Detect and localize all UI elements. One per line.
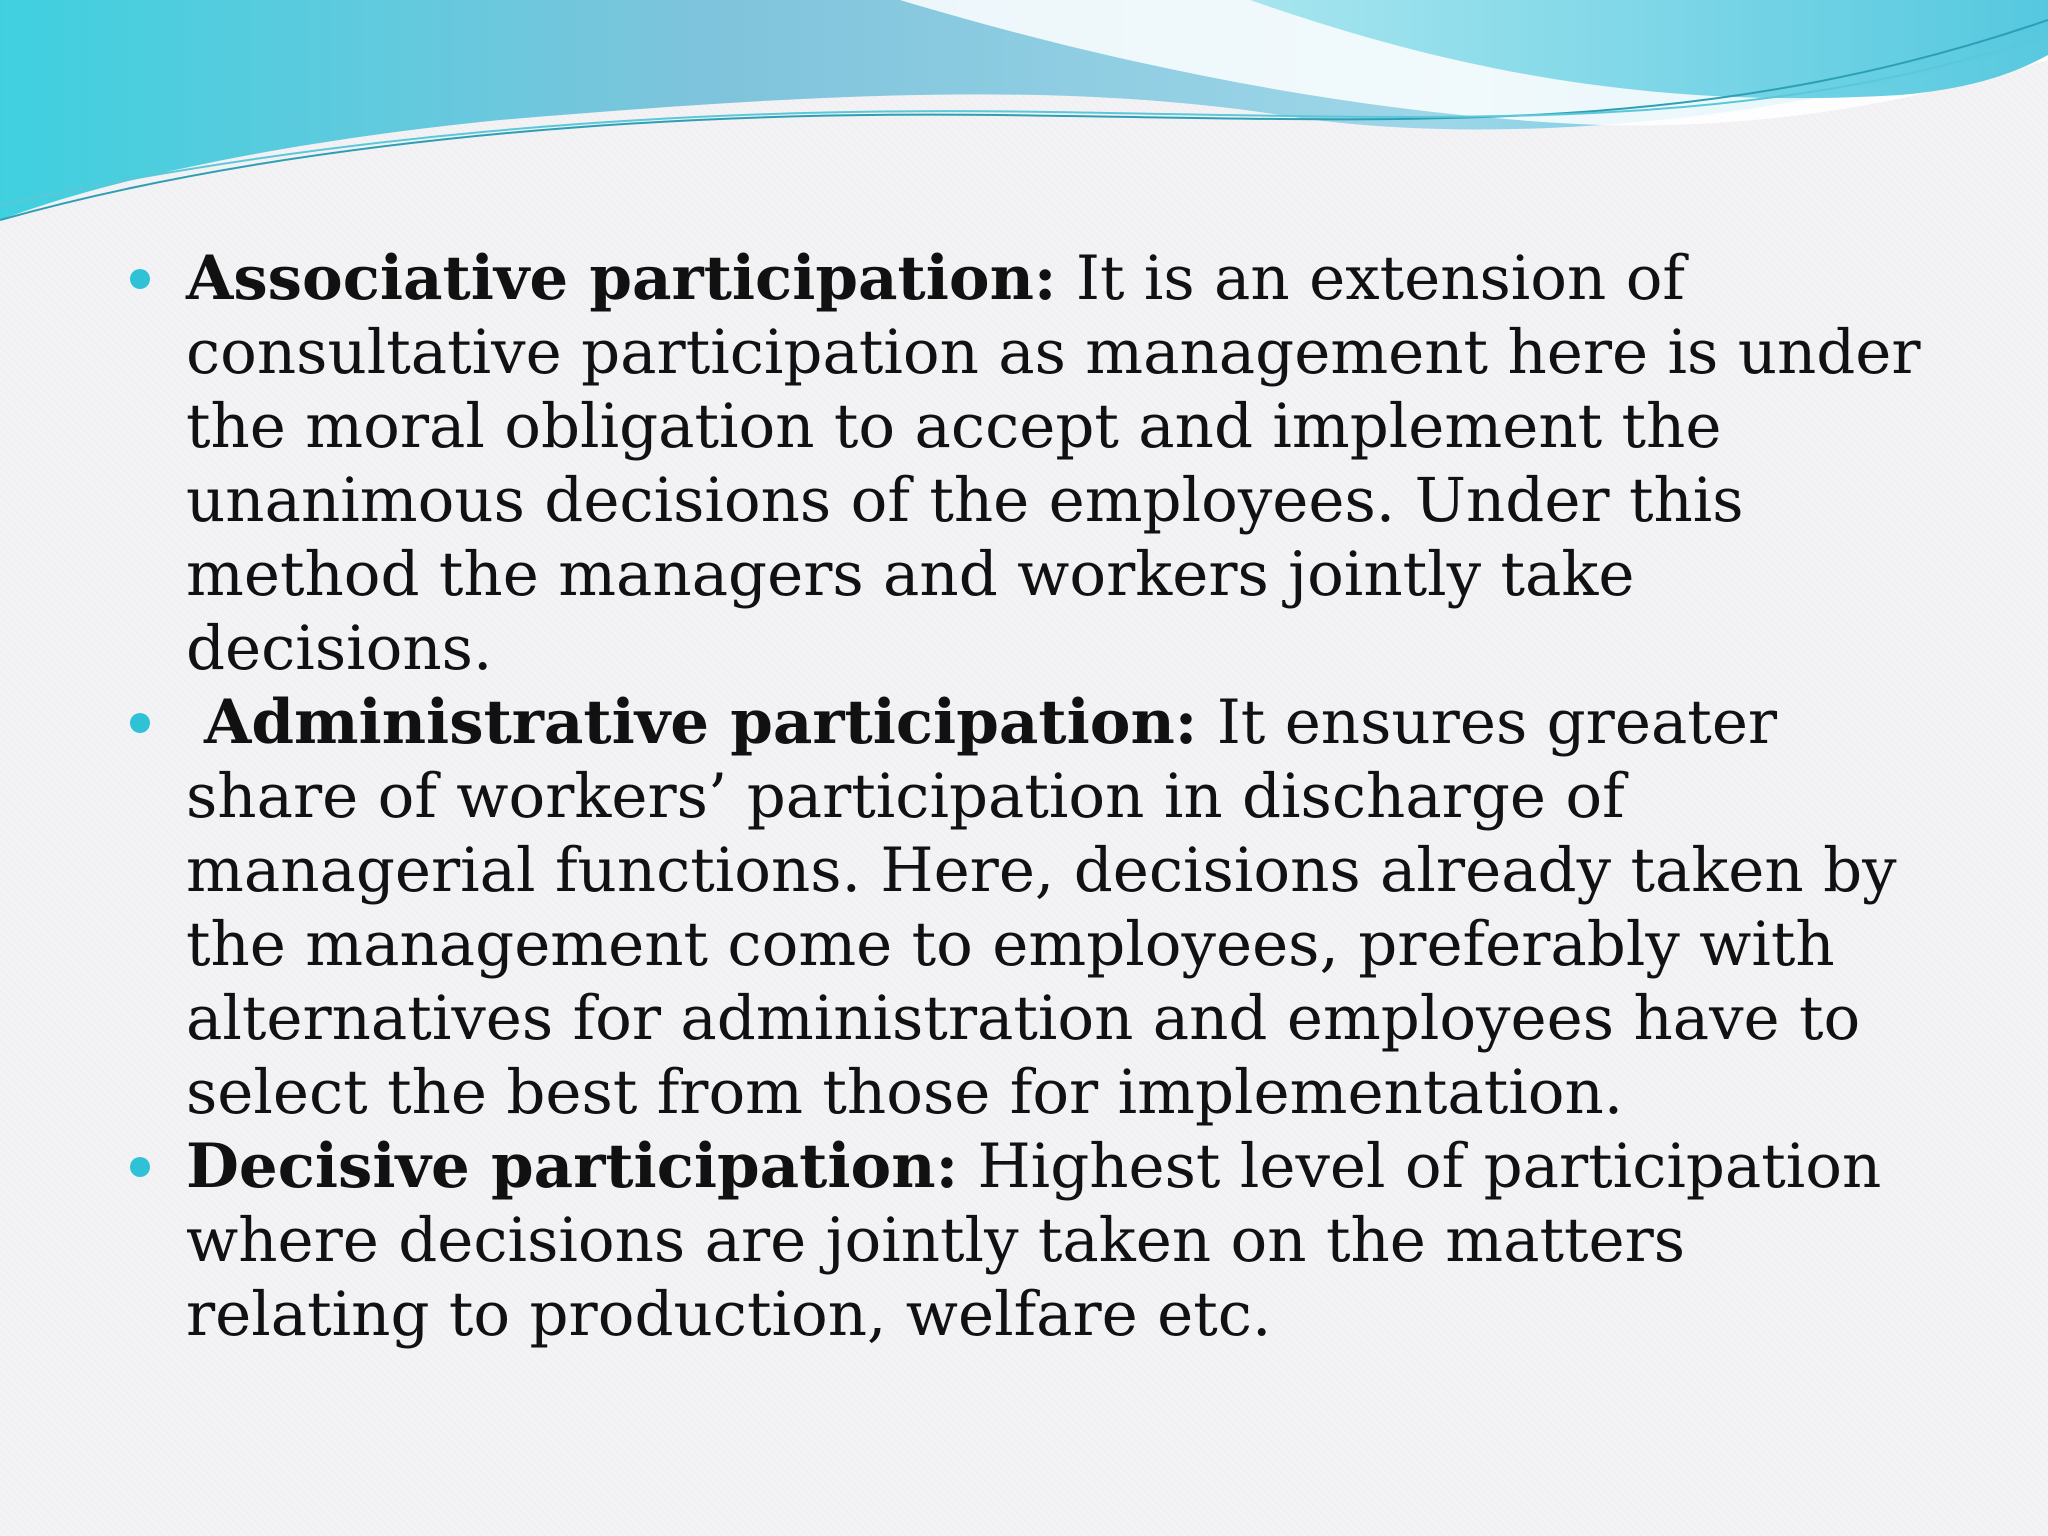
bullet-administrative-participation (128, 686, 1928, 1130)
bullet-list (128, 242, 1928, 1352)
bullet-term: Administrative participation: (204, 687, 1198, 758)
bullet-text: It is an extension of consultative participation as management here is under the moral obligation to accept and implement the unanimous decisions of the employees. Under this method the managers and workers jointly take decisions. (186, 243, 1921, 684)
bullet-term: Decisive participation: (186, 1131, 959, 1202)
bullet-term: Associative participation: (186, 243, 1057, 314)
bullet-text: It ensures greater share of workers’ participation in discharge of managerial functions. Here, decisions already taken by the management come to employees, preferably with alternatives for administration and employees have to select the best from those for implementation. (186, 687, 1897, 1128)
bullet-dot-icon (130, 713, 150, 733)
bullet-associative-participation (128, 242, 1928, 686)
bullet-text: Highest level of participation where decisions are jointly taken on the matters relating to production, welfare etc. (186, 1131, 1882, 1350)
bullet-dot-icon (130, 1157, 150, 1177)
decorative-wave-header (0, 0, 2048, 240)
bullet-decisive-participation (128, 1130, 1928, 1352)
bullet-dot-icon (130, 269, 150, 289)
